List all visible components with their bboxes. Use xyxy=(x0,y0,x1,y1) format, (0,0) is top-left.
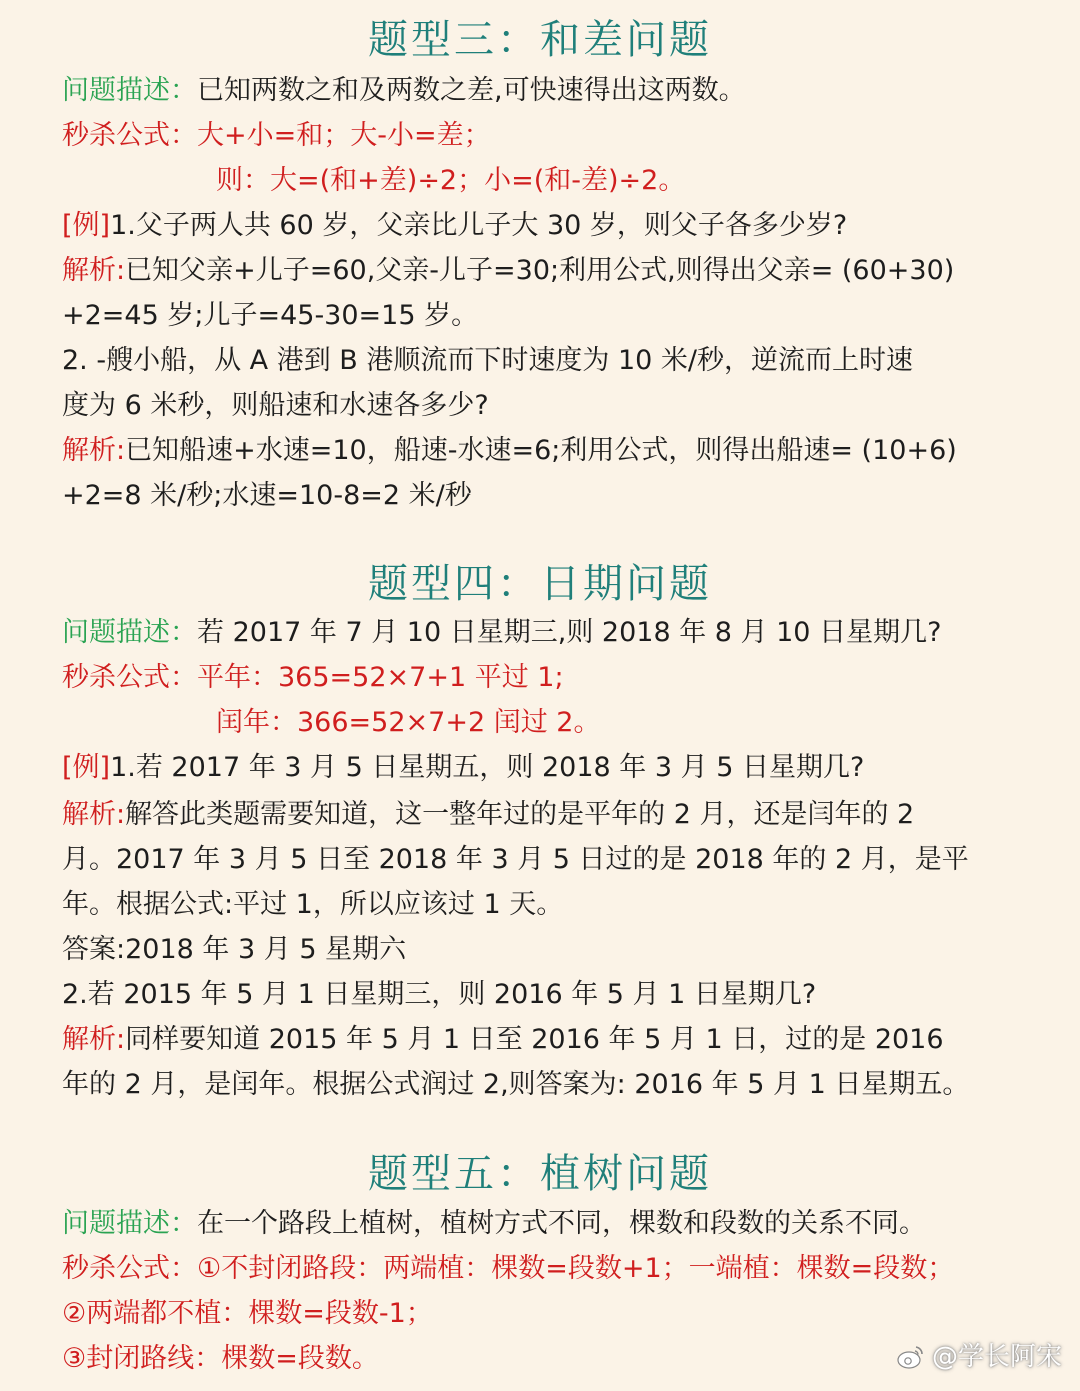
formula-line: 闰年：366=52×7+2 闰过 2。 xyxy=(216,707,601,738)
analysis-text: 已知父亲+儿子=60,父亲-儿子=30;利用公式,则得出父亲= (60+30) xyxy=(125,255,955,286)
desc-label: 问题描述： xyxy=(62,617,197,648)
analysis-line xyxy=(62,252,1040,290)
section-title: 题型三：和差问题 xyxy=(368,17,712,63)
analysis-line: +2=45 岁;儿子=45-30=15 岁。 xyxy=(62,300,479,331)
problem-description xyxy=(62,1205,1040,1243)
formula-line xyxy=(62,1250,1040,1288)
analysis-line xyxy=(62,796,1040,834)
analysis-label: 解析: xyxy=(62,435,126,466)
formula-label: 秒杀公式： xyxy=(62,120,197,151)
formula-text: 大+小=和；大-小=差； xyxy=(197,120,491,151)
analysis-text: 解答此类题需要知道，这一整年过的是平年的 2 月，还是闫年的 2 xyxy=(125,799,915,830)
formula-line: 则：大=(和+差)÷2；小=(和-差)÷2。 xyxy=(216,165,686,196)
analysis-label: 解析: xyxy=(62,1024,126,1055)
example-tag: [例] xyxy=(62,752,111,783)
weibo-icon xyxy=(896,1342,926,1372)
analysis-line: +2=8 米/秒;水速=10-8=2 米/秒 xyxy=(62,480,472,511)
formula-line: ②两端都不植：棵数=段数-1； xyxy=(62,1298,433,1329)
section-title: 题型四：日期问题 xyxy=(368,561,712,607)
formula-line xyxy=(62,659,1040,697)
example-line xyxy=(62,749,1040,787)
desc-label: 问题描述： xyxy=(62,75,197,106)
desc-text: 若 2017 年 7 月 10 日星期三,则 2018 年 8 月 10 日星期几? xyxy=(197,617,942,648)
answer-line: 答案:2018 年 3 月 5 星期六 xyxy=(62,934,407,965)
analysis-line xyxy=(62,432,1040,470)
watermark-text: @学长阿宋 xyxy=(931,1342,1062,1372)
problem-description xyxy=(62,72,1040,110)
watermark xyxy=(896,1341,1062,1373)
formula-label: 秒杀公式： xyxy=(62,1253,197,1284)
example-text: 1.若 2017 年 3 月 5 日星期五，则 2018 年 3 月 5 日星期几? xyxy=(110,752,865,783)
formula-line xyxy=(62,117,1040,155)
analysis-line: 月。2017 年 3 月 5 日至 2018 年 3 月 5 日过的是 2018 年的 2 月，是平 xyxy=(62,844,969,875)
analysis-text: 同样要知道 2015 年 5 月 1 日至 2016 年 5 月 1 日，过的是 2016 xyxy=(125,1024,944,1055)
analysis-label: 解析: xyxy=(62,255,126,286)
analysis-label: 解析: xyxy=(62,799,126,830)
analysis-line: 年的 2 月，是闰年。根据公式润过 2,则答案为: 2016 年 5 月 1 日星期五。 xyxy=(62,1069,970,1100)
formula-text: 平年：365=52×7+1 平过 1; xyxy=(197,662,564,693)
desc-text: 在一个路段上植树，植树方式不同，棵数和段数的关系不同。 xyxy=(197,1208,926,1239)
example-line: 2. -艘小船，从 A 港到 B 港顺流而下时速度为 10 米/秒，逆流而上时速 xyxy=(62,345,914,376)
section-title: 题型五：植树问题 xyxy=(368,1151,712,1197)
desc-text: 已知两数之和及两数之差,可快速得出这两数。 xyxy=(197,75,746,106)
example-line xyxy=(62,207,1040,245)
formula-line: ③封闭路线：棵数=段数。 xyxy=(62,1343,379,1374)
analysis-line: 年。根据公式:平过 1，所以应该过 1 天。 xyxy=(62,889,564,920)
formula-label: 秒杀公式： xyxy=(62,662,197,693)
desc-label: 问题描述： xyxy=(62,1208,197,1239)
formula-text: ①不封闭路段：两端植：棵数=段数+1；一端植：棵数=段数； xyxy=(197,1253,955,1284)
example-line: 度为 6 米秒，则船速和水速各多少? xyxy=(62,390,489,421)
problem-description xyxy=(62,614,1040,652)
example-text: 1.父子两人共 60 岁，父亲比儿子大 30 岁，则父子各多少岁? xyxy=(110,210,848,241)
analysis-line xyxy=(62,1021,1040,1059)
analysis-text: 已知船速+水速=10，船速-水速=6;利用公式，则得出船速= (10+6) xyxy=(125,435,957,466)
example-line: 2.若 2015 年 5 月 1 日星期三，则 2016 年 5 月 1 日星期几? xyxy=(62,979,817,1010)
example-tag: [例] xyxy=(62,210,111,241)
